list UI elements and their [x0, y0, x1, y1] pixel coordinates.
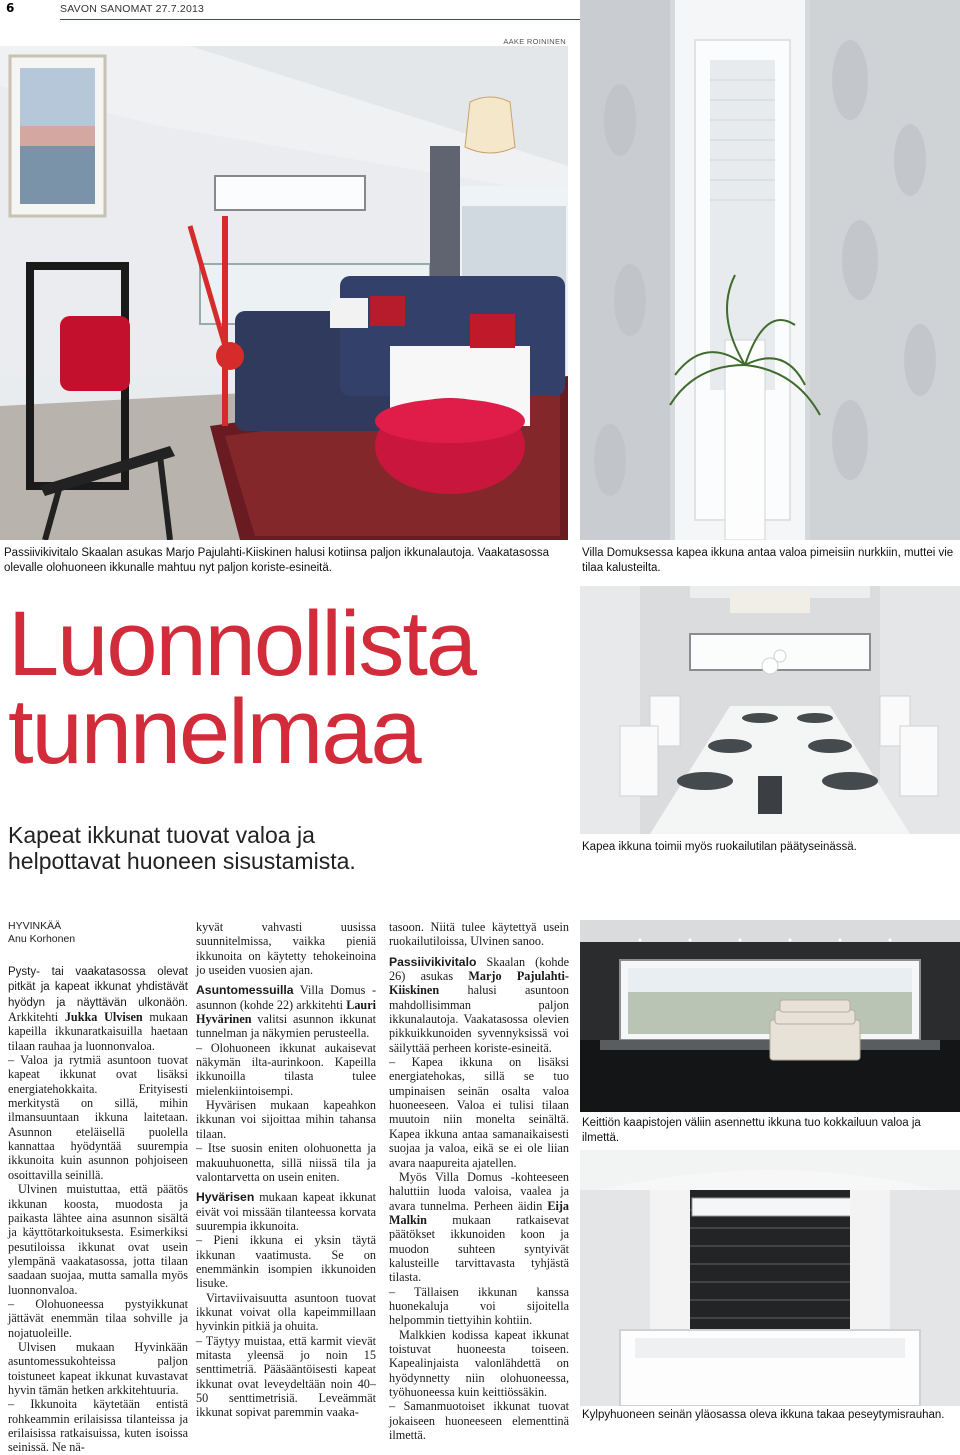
paragraph: – Täytyy muistaa, että karmit vievät mitasta yleensä jo noin 15 senttimetriä. Pääsääntöisesti kapeat ikkunat ovat leveydeltään noin 40–50 senttimetrisiä. Leveämmät ikkunat sopivat paremmin vaaka- — [196, 1333, 376, 1420]
caption-narrow-window: Villa Domuksessa kapea ikkuna antaa valoa pimeisiin nurkkiin, muttei vie tilaa kalusteilta. — [582, 547, 954, 574]
paragraph: tasoon. Niitä tulee käytettyä usein ruokailutiloissa, Ulvinen sanoo. — [389, 920, 569, 949]
headline-line-2: tunnelmaa — [8, 681, 420, 783]
dining-photo — [580, 586, 960, 834]
headline — [8, 593, 476, 783]
paragraph: kyvät vahvasti uusissa suunnitelmissa, vaikka pieniä ikkunoita on käytetty tehokeinoina jo useiden vuosien ajan. — [196, 920, 376, 978]
paragraph: – Itse suosin eniten olohuonetta ja makuuhuonetta, sillä niissä tila ja valontarvetta on usein eniten. — [196, 1141, 376, 1184]
paragraph: – Valoa ja rytmiä asuntoon tuovat kapeat ikkunat ovat lisäksi energiatehokkaita. Erityisesti merkitystä on sillä, mihin ilmansuuntaan ikkuna laitetaan. Asunnon eteläisellä puolella kannattaa hyödyntää suurempia ikkunoita kuin asunnon pohjoiseen osoittavilla seinillä. — [8, 1053, 188, 1182]
caption-bathroom: Kylpyhuoneen seinän yläosassa oleva ikkuna takaa peseytymisrauhan. — [582, 1409, 945, 1421]
paragraph: – Kapea ikkuna on lisäksi energiatehokas, sillä se tuo umpinaisen seinän osalta valoa huoneeseen. Valoa ei tulisi tilaan muutoin niin monelta seinältä. Kapea ikkuna antaa samanaikaisesti suojaa ja valoa, eikä se ei ole liian avara naapureita ajatellen. — [389, 1055, 569, 1170]
paragraph: Hyvärisen mukaan kapeahkon ikkunan voi sijoittaa mihin tahansa tilaan. — [196, 1098, 376, 1141]
caption-dining: Kapea ikkuna toimii myös ruokailutilan päätyseinässä. — [582, 841, 857, 853]
person-name: Marjo Pajulahti-Kiiskinen — [389, 969, 569, 998]
lead-text: Pysty- tai vaakatasossa olevat pitkät ja kapeat ikkunat yhdistävät hyödyn ja näyttävän ulkonäön. — [8, 966, 188, 1009]
page-number: 6 — [6, 1, 15, 15]
article-column-1: Pysty- tai vaakatasossa olevat pitkät ja kapeat ikkunat yhdistävät hyödyn ja näyttävän ulkonäön. Arkkitehti Jukka Ulvisen mukaan kapeilla ikkunaratkaisuilla haetaan tilaan rauhaa ja luonnonvaloa. – Valoa ja rytmiä asuntoon tuovat kapeat ikkunat ovat lisäksi energiatehokkaita. Erityisesti merkitystä on sillä, mihin ilmansuuntaan ikkuna laitetaan. Asunnon eteläisellä puolella kannattaa hyödyntää suurempia ikkunoita kuin asunnon pohjoiseen osoittavilla seinillä. Ulvinen muistuttaa, että päätös ikkunan koosta, muodosta ja paikasta lähtee aina asunnon sisältä ja käyttötarkoituksesta. Esimerkiksi pesutiloissa ikkunat ovat usein ylempänä vaakatasossa, jotta tilaan saadaan suojaa, mutta samalla myös luonnonvaloa. – Olohuoneessa pystyikkunat jättävät enemmän tilaa sohville ja nojatuoleille. Ulvisen mukaan Hyvinkään asuntomessukohteissa paljon toistuneet kapeat ikkunat kuvastavat hyvin tämän hetken arkkitehtuuria. – Ikkunoita käytetään entistä rohkeammin erilaisissa tilanteissa ja erilaisissa ratkaisuissa, kuten isoissa seinissä. Ne nä- — [8, 966, 188, 1455]
living-room-photo — [0, 46, 568, 540]
subhead-word: Asuntomessuilla — [196, 983, 294, 998]
kitchen-photo — [580, 920, 960, 1112]
paragraph: – Pieni ikkuna ei yksin täytä ikkunan vaatimusta. Se on enemmänkin isompien ikkunoiden lisuke. — [196, 1233, 376, 1291]
paragraph: – Olohuoneen ikkunat aukaisevat näkymän ilta-aurinkoon. Kapeilla ikkunoilla tilasta tulee mielenkiintoisempi. — [196, 1040, 376, 1098]
headline-line-1: Luonnollista — [8, 593, 476, 695]
paragraph: – Olohuoneessa pystyikkunat jättävät enemmän tilaa sohville ja nojatuoleille. — [8, 1296, 188, 1340]
paragraph: – Samanmuotoiset ikkunat tuovat jokaiseen huoneeseen elementtinä ilmettä. — [389, 1399, 569, 1443]
article-column-2: kyvät vahvasti uusissa suunnitelmissa, vaikka pieniä ikkunoita on käytetty tehokeinoina jo useiden vuosien ajan. Asuntomessuilla Villa Domus -asunnon (kohde 22) arkkitehti Lauri Hyvärinen valitsi asunnon ikkunat tunnelman ja näkymien perusteella. – Olohuoneen ikkunat aukaisevat näkymän ilta-aurinkoon. Kapeilla ikkunoilla tilasta tulee mielenkiintoisempi. Hyvärisen mukaan kapeahkon ikkunan voi sijoittaa mihin tahansa tilaan. – Itse suosin eniten olohuonetta ja makuuhuonetta, sillä niissä tila ja valontarvetta on usein eniten. Hyvärisen mukaan kapeat ikkunat eivät voi missään tilanteessa korvata suurempia ikkunoita. – Pieni ikkuna ei yksin täytä ikkunan vaatimusta. Se on enemmänkin isompien ikkunoiden lisuke. Virtaviivaisuutta asuntoon tuovat ikkunat voivat olla kapeimmillaan hyvinkin pitkiä ja ohuita. – Täytyy muistaa, että karmit vievät mitasta yleensä jo noin 15 senttimetriä. Pääsääntöisesti kapeat ikkunat ovat leveydeltään noin 40–50 senttimetrisiä. Leveämmät ikkunat sopivat paremmin vaaka- — [196, 920, 376, 1420]
deck: Kapeat ikkunat tuovat valoa ja helpottavat huoneen sisustamista. — [8, 822, 356, 874]
paragraph: Virtaviivaisuutta asuntoon tuovat ikkunat voivat olla kapeimmillaan hyvinkin pitkiä ja ohuita. — [196, 1290, 376, 1334]
person-name: Eija Malkin — [389, 1198, 569, 1227]
caption-living-room: Passiivikivitalo Skaalan asukas Marjo Pajulahti-Kiiskinen halusi kotiinsa paljon ikkunalautoja. Vaakatasossa olevalle olohuoneen ikkunalle mahtuu nyt paljon koriste-esineitä. — [4, 547, 550, 574]
paragraph: Ulvinen muistuttaa, että päätös ikkunan koosta, muodosta ja paikasta lähtee aina asunnon sisältä ja käyttötarkoituksesta. Esimerkiksi pesutiloissa ikkunat ovat usein ylempänä vaakatasossa, jotta tilaan saadaan suojaa, mutta samalla myös luonnonvaloa. — [8, 1182, 188, 1297]
subhead-word: Passiivikivitalo — [389, 954, 477, 969]
photo-credit: AAKE ROININEN — [503, 37, 566, 46]
article-column-3: tasoon. Niitä tulee käytettyä usein ruokailutiloissa, Ulvinen sanoo. Passiivikivitalo Skaalan (kohde 26) asukas Marjo Pajulahti-Kiiskinen halusi asuntoon mahdollisimman paljon ikkunalautoja. Vaakatasossa olevien pikkuikkunoiden syvennyksissä voi säilyttää perheen koriste-esineitä. – Kapea ikkuna on lisäksi energiatehokas, sillä se tuo umpinaisen seinän osalta valoa huoneeseen. Valoa ei tulisi tilaan muutoin niin monelta seinältä. Kapea ikkuna antaa samanaikaisesti suojaa ja valoa, eikä se ei ole liian avara naapureita ajatellen. Myös Villa Domus -kohteeseen haluttiin luoda valoisa, vaalea ja avara tunnelma. Perheen äidin Eija Malkin mukaan ratkaisevat päätökset ikkunoiden koon ja muodon suhteen syntyivät kalusteille tarvittavasta tyhjästä tilasta. – Tällaisen ikkunan kanssa huonekaluja voi sijoitella helpommin tiettyihin kohtiin. Malkkien kodissa kapeat ikkunat toistuvat huoneesta toiseen. Kapealinjaista valonlähdettä on hyödynnetty niin olohuoneessa, työhuoneessa kuin keittiössäkin. – Samanmuotoiset ikkunat tuovat jokaiseen huoneeseen elementtinä ilmettä. — [389, 920, 569, 1443]
subhead-word: Hyvärisen — [196, 1190, 255, 1205]
paragraph: Ulvisen mukaan Hyvinkään asuntomessukohteissa paljon toistuneet kapeat ikkunat kuvastavat hyvin tämän hetken arkkitehtuuria. — [8, 1339, 188, 1397]
person-name: Jukka Ulvisen — [64, 1010, 143, 1025]
caption-kitchen: Keittiön kaapistojen väliin asennettu ikkuna tuo kokkailuun valoa ja ilmettä. — [582, 1117, 921, 1144]
dateline-place: HYVINKÄÄ — [8, 920, 62, 932]
paragraph: Malkkien kodissa kapeat ikkunat toistuvat huoneesta toiseen. Kapealinjaista valonlähdettä on hyödynnetty niin olohuoneessa, työhuoneessa kuin keittiössäkin. — [389, 1327, 569, 1399]
dateline-author: Anu Korhonen — [8, 933, 76, 945]
paragraph: – Ikkunoita käytetään entistä rohkeammin erilaisissa tilanteissa ja erilaisissa ratkaisuissa, kuten isoissa seinissä. Ne nä- — [8, 1397, 188, 1455]
narrow-window-photo — [580, 0, 960, 540]
person-name: Lauri Hyvärinen — [196, 997, 376, 1027]
bathroom-photo — [580, 1150, 960, 1406]
paragraph: – Tällaisen ikkunan kanssa huonekaluja voi sijoitella helpommin tiettyihin kohtiin. — [389, 1284, 569, 1328]
publication-line: SAVON SANOMAT 27.7.2013 — [60, 3, 205, 15]
dateline — [8, 920, 75, 946]
